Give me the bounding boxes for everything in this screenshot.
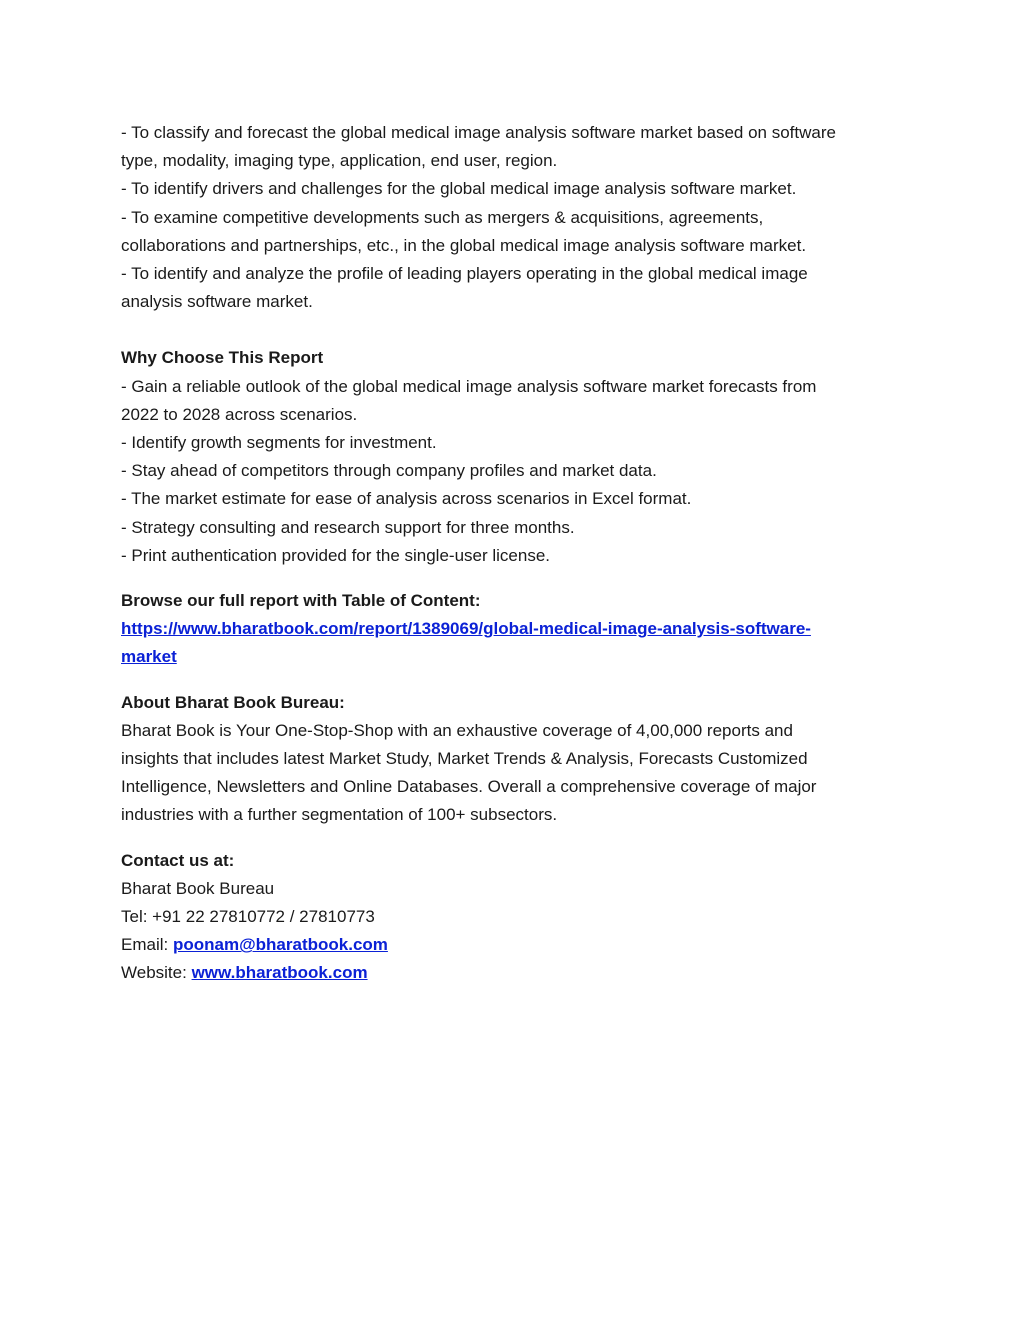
why-choose-heading: Why Choose This Report xyxy=(121,348,324,368)
objective-line: type, modality, imaging type, application, end user, region. xyxy=(121,151,558,171)
contact-section xyxy=(121,847,911,988)
contact-website-row xyxy=(121,959,911,987)
website-link[interactable]: www.bharatbook.com xyxy=(191,963,368,983)
about-line: Intelligence, Newsletters and Online Databases. Overall a comprehensive coverage of major xyxy=(121,777,817,797)
contact-tel: Tel: +91 22 27810772 / 27810773 xyxy=(121,907,375,927)
contact-heading: Contact us at: xyxy=(121,850,235,870)
objective-line: - To classify and forecast the global medical image analysis software market based on software xyxy=(121,123,836,142)
why-choose-line: - Strategy consulting and research support for three months. xyxy=(121,517,575,537)
objective-line: - To identify and analyze the profile of leading players operating in the global medical image xyxy=(121,264,808,284)
spacer xyxy=(121,316,911,344)
why-choose-line: - Identify growth segments for investment. xyxy=(121,433,437,453)
why-choose-line: - Gain a reliable outlook of the global medical image analysis software market forecasts from xyxy=(121,376,817,396)
why-choose-line: - The market estimate for ease of analysis across scenarios in Excel format. xyxy=(121,489,692,509)
about-heading: About Bharat Book Bureau: xyxy=(121,692,345,712)
website-label: Website: xyxy=(121,963,192,983)
about-section xyxy=(121,689,911,830)
objective-line: - To identify drivers and challenges for the global medical image analysis software market. xyxy=(121,179,797,199)
why-choose-section xyxy=(121,344,911,570)
spacer xyxy=(121,830,911,847)
report-link-continued[interactable]: market xyxy=(121,647,177,667)
browse-section xyxy=(121,587,911,672)
spacer xyxy=(121,570,911,587)
about-line: Bharat Book is Your One-Stop-Shop with an exhaustive coverage of 4,00,000 reports and xyxy=(121,720,793,740)
objective-line: - To examine competitive developments such as mergers & acquisitions, agreements, xyxy=(121,207,764,227)
contact-email-row xyxy=(121,931,911,959)
document-page xyxy=(121,119,911,988)
email-label: Email: xyxy=(121,935,173,955)
report-link[interactable]: https://www.bharatbook.com/report/1389069/global-medical-image-analysis-software- xyxy=(121,619,811,639)
why-choose-line: 2022 to 2028 across scenarios. xyxy=(121,404,358,424)
contact-company: Bharat Book Bureau xyxy=(121,878,275,898)
email-link[interactable]: poonam@bharatbook.com xyxy=(172,935,388,955)
objectives-section xyxy=(121,119,911,316)
why-choose-line: - Print authentication provided for the single-user license. xyxy=(121,545,551,565)
objective-line: collaborations and partnerships, etc., in the global medical image analysis software market. xyxy=(121,235,807,255)
about-line: industries with a further segmentation of 100+ subsectors. xyxy=(121,805,558,825)
objective-line: analysis software market. xyxy=(121,292,313,312)
about-line: insights that includes latest Market Study, Market Trends & Analysis, Forecasts Customized xyxy=(121,749,808,769)
why-choose-line: - Stay ahead of competitors through company profiles and market data. xyxy=(121,461,657,481)
spacer xyxy=(121,672,911,689)
browse-heading: Browse our full report with Table of Content: xyxy=(121,591,481,611)
